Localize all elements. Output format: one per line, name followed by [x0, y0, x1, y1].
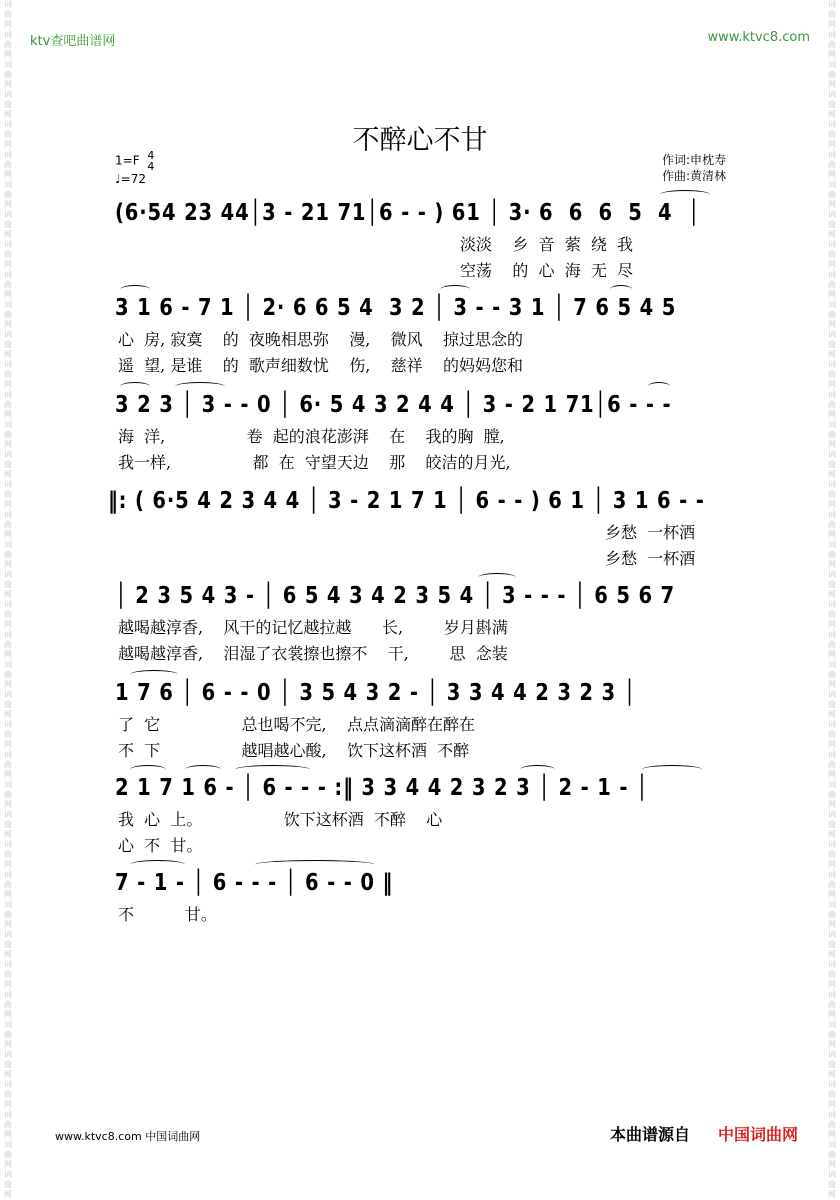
lyrics-verse-1: 乡愁 一杯酒: [605, 523, 696, 542]
lyrics-verse-2: 心 不 甘。: [118, 836, 203, 855]
right-watermark-strip: [826, 0, 838, 1199]
notation-line: 2 1 7 1 6 - │ 6 - - - :‖ 3 3 4 4 2 3 2 3 │ 2 - 1 - │: [115, 775, 649, 801]
lyricist: 作词:申枕寿: [662, 153, 727, 167]
slur-mark: [130, 670, 178, 679]
lyrics-verse-2: 乡愁 一杯酒: [605, 549, 696, 568]
slur-mark: [478, 573, 516, 582]
notation-line: │ 2 3 5 4 3 - │ 6 5 4 3 4 2 3 5 4 │ 3 - - - │ 6 5 6 7: [115, 583, 676, 609]
lyrics-verse-1: 心 房, 寂寞 的 夜晚相思弥 漫, 微风 掠过思念的: [118, 330, 523, 349]
key-label: 1=F: [115, 153, 140, 168]
slur-mark: [120, 382, 150, 391]
slur-mark: [130, 765, 166, 774]
lyrics-verse-2: 我一样, 都 在 守望天边 那 皎洁的月光,: [118, 453, 511, 472]
watermark-text: 词曲网 词曲网 词曲网 词曲网 词曲网 词曲网 词曲网 词曲网 词曲网 词曲网 词曲网 词曲网 词曲网 词曲网 词曲网 词曲网 词曲网 词曲网 词曲网 词曲网 词曲网 词曲网 词曲网 词曲网 词曲网 词曲网 词曲网 词曲网 词曲网 词曲网 词曲网 词曲网 词曲网 词曲网 词曲网 词曲网 词曲网 词曲网 词曲网 词曲网: [828, 0, 836, 1199]
header-site-url[interactable]: www.ktvc8.com: [707, 30, 810, 45]
lyrics-verse-1: 越喝越淳香, 风干的记忆越拉越 长, 岁月斟满: [118, 618, 508, 637]
slur-mark: [130, 860, 185, 869]
quarter-note-icon: ♩: [115, 172, 121, 186]
watermark-text: 词曲网 词曲网 词曲网 词曲网 词曲网 词曲网 词曲网 词曲网 词曲网 词曲网 词曲网 词曲网 词曲网 词曲网 词曲网 词曲网 词曲网 词曲网 词曲网 词曲网 词曲网 词曲网 词曲网 词曲网 词曲网 词曲网 词曲网 词曲网 词曲网 词曲网 词曲网 词曲网 词曲网 词曲网 词曲网 词曲网 词曲网 词曲网 词曲网 词曲网: [4, 0, 12, 1199]
footer-url[interactable]: www.ktvc8.com 中国词曲网: [55, 1130, 201, 1143]
left-watermark-strip: [2, 0, 14, 1199]
tempo: =72: [120, 172, 146, 186]
time-denominator: 4: [147, 160, 155, 173]
slur-mark: [440, 285, 470, 294]
lyrics-verse-1: 我 心 上。 饮下这杯酒 不醉 心: [118, 810, 443, 829]
notation-line: 3 1 6 - 7 1 │ 2· 6 6 5 4 3 2 │ 3 - - 3 1 │ 7 6 5 4 5: [115, 295, 677, 321]
credits: [662, 152, 726, 184]
notation-line: 1 7 6 │ 6 - - 0 │ 3 5 4 3 2 - │ 3 3 4 4 2 3 2 3 │: [115, 680, 637, 706]
notation-line: 7 - 1 - │ 6 - - - │ 6 - - 0 ‖: [115, 870, 394, 896]
lyrics-verse-2: 空荡 的 心 海 无 尽: [460, 261, 634, 280]
slur-mark: [642, 765, 702, 774]
lyrics-verse-2: 遥 望, 是谁 的 歌声细数忧 伤, 慈祥 的妈妈您和: [118, 356, 523, 375]
slur-mark: [520, 765, 555, 774]
slur-mark: [185, 765, 221, 774]
song-title: 不醉心不甘: [352, 125, 488, 156]
slur-mark: [235, 765, 310, 774]
notation-line: (6·54 23 44│3 - 21 71│6 - - ) 61 │ 3· 6 6 6 5 4 │: [115, 200, 701, 226]
lyrics-verse-1: 淡淡 乡 音 萦 绕 我: [460, 235, 634, 254]
footer-brand[interactable]: 中国词曲网: [718, 1125, 799, 1144]
lyrics-verse-1: 海 洋, 卷 起的浪花澎湃 在 我的胸 膛,: [118, 427, 505, 446]
slur-mark: [648, 382, 670, 391]
slur-mark: [660, 190, 710, 199]
lyrics-verse-2: 不 下 越唱越心酸, 饮下这杯酒 不醉: [118, 741, 470, 760]
lyrics-verse-1: 不 甘。: [118, 905, 217, 924]
slur-mark: [255, 860, 375, 869]
slur-mark: [610, 285, 632, 294]
composer: 作曲:黄清林: [662, 169, 727, 183]
header-site-name[interactable]: ktv查吧曲谱网: [30, 34, 116, 49]
notation-line: ‖: ( 6·5 4 2 3 4 4 │ 3 - 2 1 7 1 │ 6 - - ) 6 1 │ 3 1 6 - -: [108, 488, 705, 514]
slur-mark: [120, 285, 150, 294]
lyrics-verse-1: 了 它 总也喝不完, 点点滴滴醉在醉在: [118, 715, 475, 734]
slur-mark: [175, 382, 225, 391]
key-signature: [115, 150, 154, 186]
lyrics-verse-2: 越喝越淳香, 泪湿了衣裳擦也擦不 干, 思 念装: [118, 644, 508, 663]
time-numerator: 4: [147, 149, 155, 162]
notation-line: 3 2 3 │ 3 - - 0 │ 6· 5 4 3 2 4 4 │ 3 - 2 1 71│6 - - -: [115, 392, 672, 418]
footer-source-label: 本曲谱源自: [610, 1125, 691, 1144]
